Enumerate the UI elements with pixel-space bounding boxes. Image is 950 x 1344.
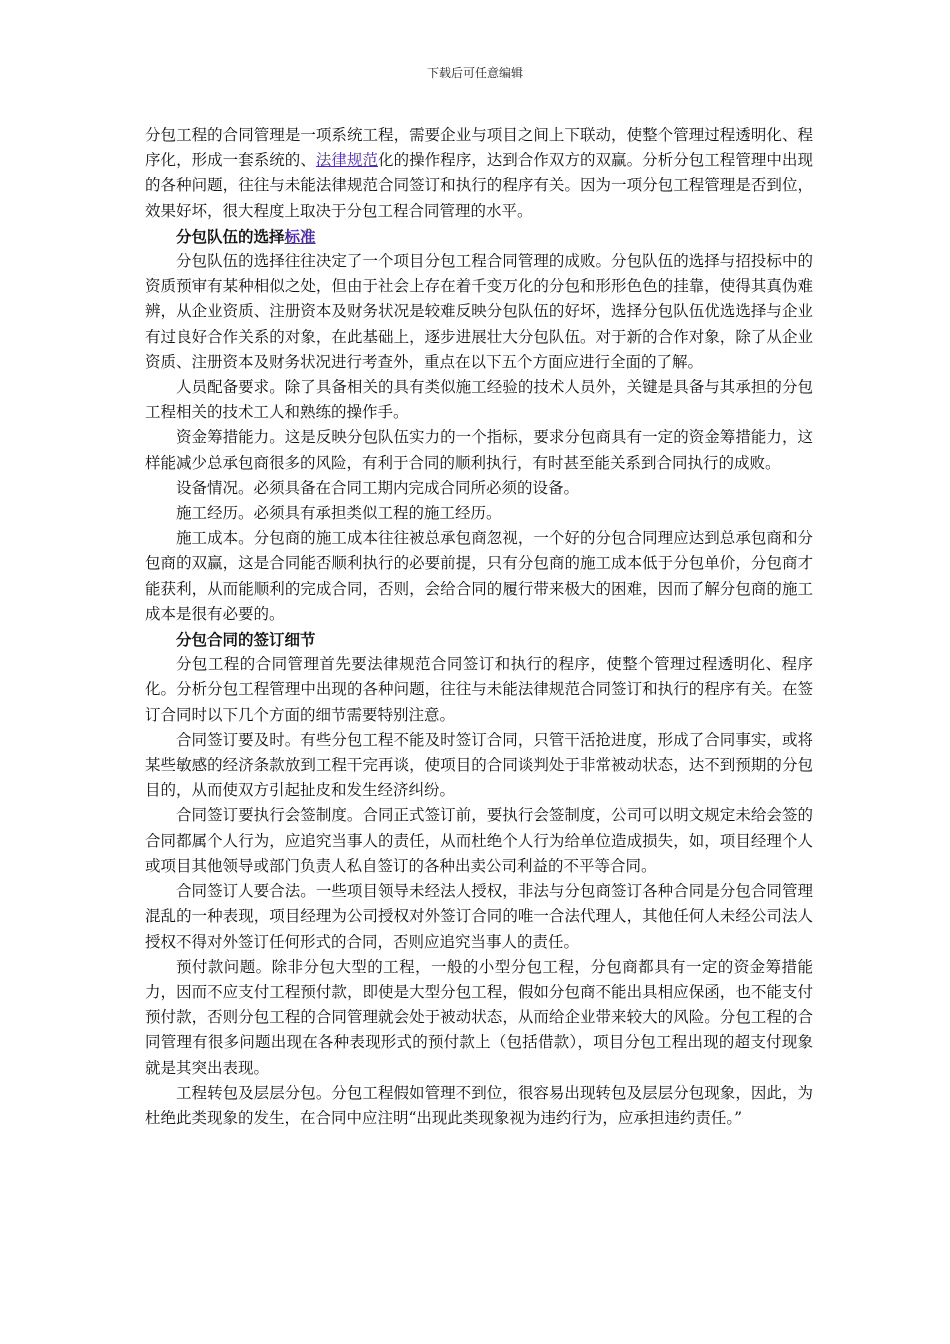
intro-paragraph xyxy=(145,123,813,224)
paragraph: 人员配备要求。除了具备相关的具有类似施工经验的技术人员外，关键是具备与其承担的分包工程相关的技术工人和熟练的操作手。 xyxy=(145,378,813,422)
legal-norms-link[interactable]: 法律规范 xyxy=(315,151,379,170)
paragraph: 资金筹措能力。这是反映分包队伍实力的一个指标，要求分包商具有一定的资金筹措能力，这样能减少总承包商很多的风险，有利于合同的顺利执行，有时甚至能关系到合同执行的成败。 xyxy=(145,428,813,472)
paragraph: 设备情况。必须具备在合同工期内完成合同所必须的设备。 xyxy=(176,478,580,497)
paragraph: 施工经历。必须具有承担类似工程的施工经历。 xyxy=(176,504,502,523)
document-body xyxy=(145,123,813,1131)
section-heading-subcontractor-selection xyxy=(145,224,813,249)
standard-link[interactable]: 标准 xyxy=(284,226,316,246)
paragraph: 合同签订人要合法。一些项目领导未经法人授权，非法与分包商签订各种合同是分包合同管理混乱的一种表现，项目经理为公司授权对外签订合同的唯一合法代理人，其他任何人未经公司法人授权不得对外签订任何形式的合同，否则应追究当事人的责任。 xyxy=(145,882,813,951)
paragraph: 分包队伍的选择往往决定了一个项目分包工程合同管理的成败。分包队伍的选择与招投标中的资质预审有某种相似之处，但由于社会上存在着千变万化的分包和形形色色的挂靠，使得其真伪难辨，从企业资质、注册资本及财务状况是较难反映分包队伍的好坏，选择分包队伍优选选择与企业有过良好合作关系的对象，在此基础上，逐步进展壮大分包队伍。对于新的合作对象，除了从企业资质、注册资本及财务状况进行考查外，重点在以下五个方面应进行全面的了解。 xyxy=(145,252,813,371)
page-header: 下载后可任意编辑 xyxy=(426,66,523,80)
section-heading-contract-signing: 分包合同的签订细节 xyxy=(176,630,316,650)
paragraph: 合同签订要执行会签制度。合同正式签订前，要执行会签制度，公司可以明文规定未给会签的合同都属个人行为，应追究当事人的责任，从而杜绝个人行为给单位造成损失，如，项目经理个人或项目其他领导或部门负责人私自签订的各种出卖公司利益的不平等合同。 xyxy=(145,806,813,875)
paragraph: 工程转包及层层分包。分包工程假如管理不到位，很容易出现转包及层层分包现象，因此，为杜绝此类现象的发生，在合同中应注明“出现此类现象视为违约行为，应承担违约责任。” xyxy=(145,1083,813,1127)
heading-text: 分包队伍的选择 xyxy=(176,226,285,246)
paragraph: 分包工程的合同管理首先要法律规范合同签订和执行的程序，使整个管理过程透明化、程序化。分析分包工程管理中出现的各种问题，往往与未能法律规范合同签订和执行的程序有关。在签订合同时以下几个方面的细节需要特别注意。 xyxy=(145,655,813,724)
paragraph: 合同签订要及时。有些分包工程不能及时签订合同，只管干活抢进度，形成了合同事实，或将某些敏感的经济条款放到工程干完再谈，使项目的合同谈判处于非常被动状态，达不到预期的分包目的，从而使双方引起扯皮和发生经济纠纷。 xyxy=(145,730,813,800)
paragraph: 预付款问题。除非分包大型的工程，一般的小型分包工程，分包商都具有一定的资金筹措能力，因而不应支付工程预付款，即使是大型分包工程，假如分包商不能出具相应保函，也不能支付预付款，否则分包工程的合同管理就会处于被动状态，从而给企业带来较大的风险。分包工程的合同管理有很多问题出现在各种表现形式的预付款上（包括借款），项目分包工程出现的超支付现象就是其突出表现。 xyxy=(145,957,813,1077)
paragraph: 施工成本。分包商的施工成本往往被总承包商忽视，一个好的分包合同理应达到总承包商和分包商的双赢，这是合同能否顺利执行的必要前提，只有分包商的施工成本低于分包单价，分包商才能获利，从而能顺利的完成合同，否则，会给合同的履行带来极大的困难，因而了解分包商的施工成本是很有必要的。 xyxy=(145,529,813,623)
intro-text-before-link: 分包工程的合同管理是一项系统工程，需要企业与项目之间上下联动，使整个管理过程透明化、程序化，形成一套系统的、 xyxy=(145,126,813,170)
intro-text-after-link: 化的操作程序，达到合作双方的双赢。分析分包工程管理中出现的各种问题，往往与未能法律规范合同签订和执行的程序有关。因为一项分包工程管理是否到位，效果好坏，很大程度上取决于分包工程合同管理的水平。 xyxy=(145,151,813,220)
